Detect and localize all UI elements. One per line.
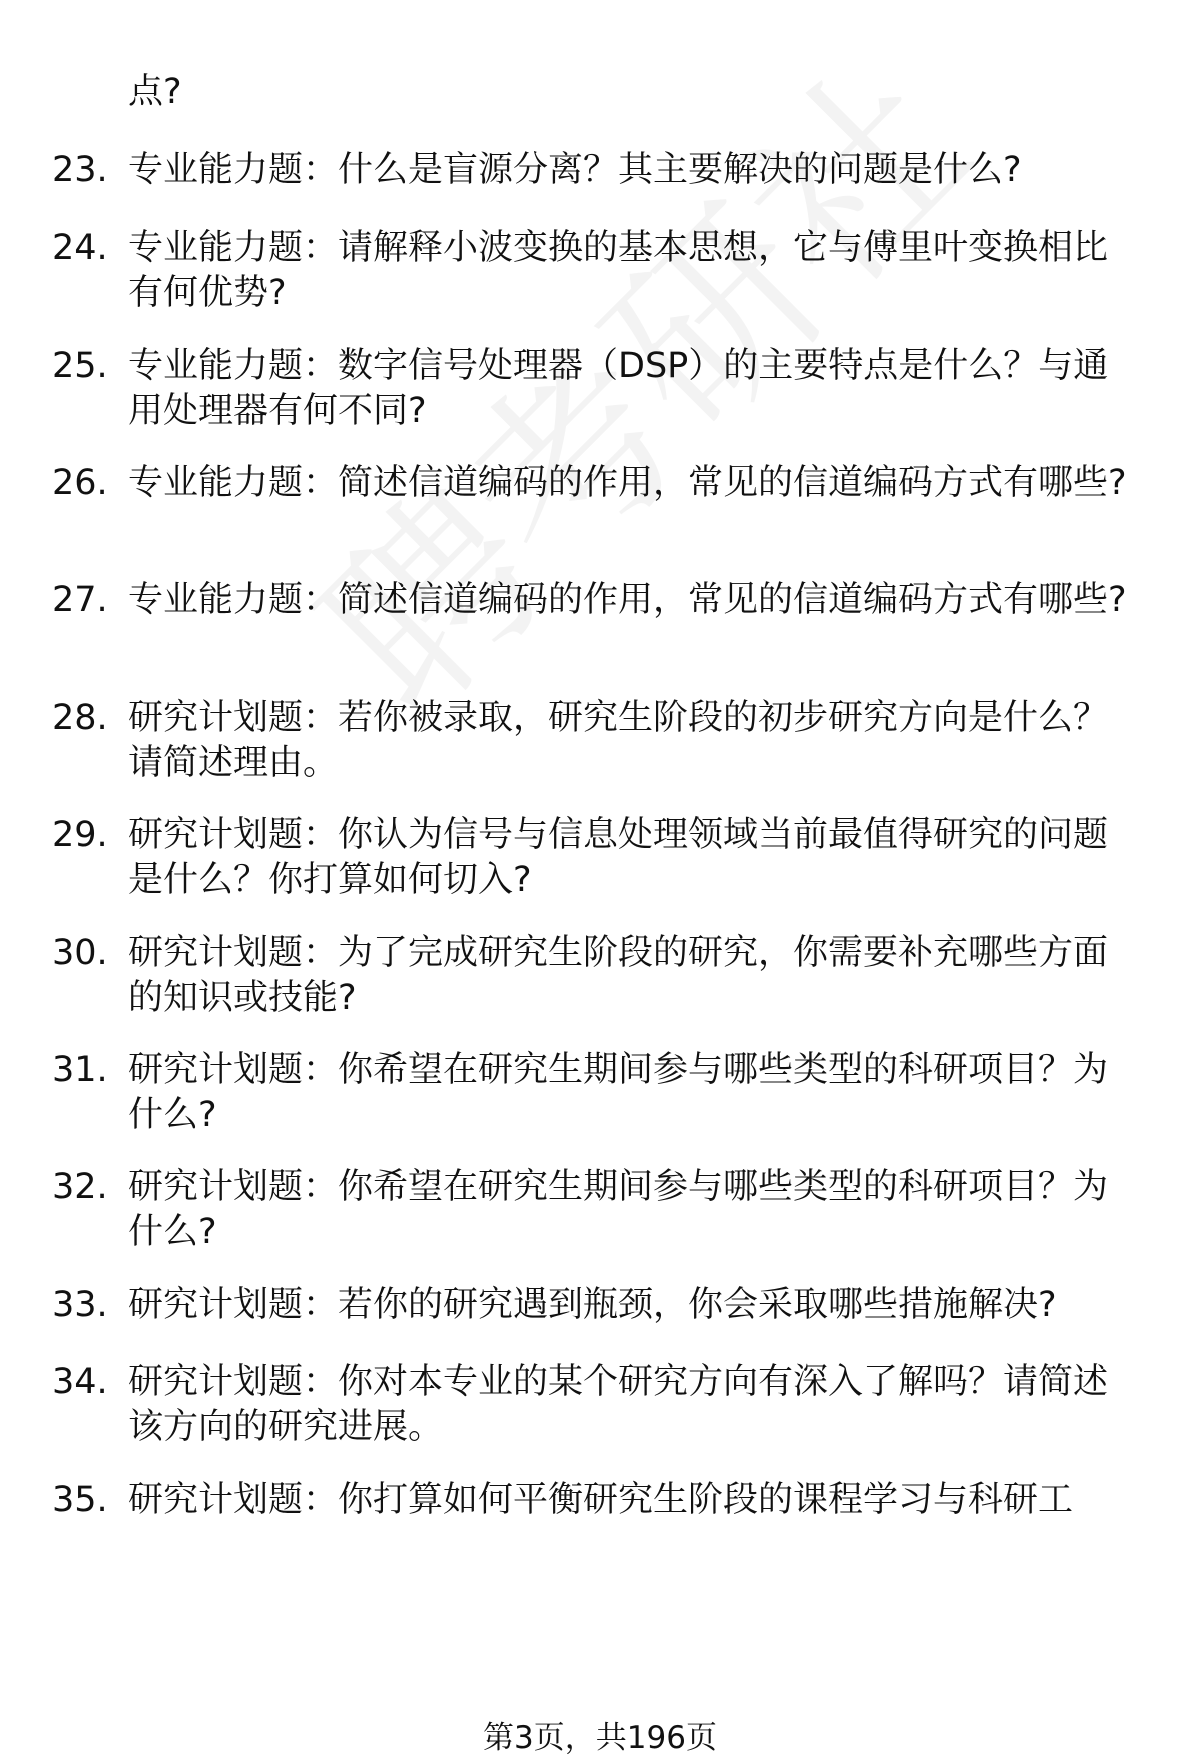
- item-number: 29.: [52, 815, 108, 855]
- item-text: 研究计划题：你希望在研究生期间参与哪些类型的科研项目？为什么?: [128, 1050, 1109, 1135]
- item-text: 专业能力题：简述信道编码的作用，常见的信道编码方式有哪些?: [128, 580, 1127, 620]
- item-number: 35.: [52, 1480, 108, 1520]
- item-number: 31.: [52, 1050, 108, 1090]
- item-text: 研究计划题：若你被录取，研究生阶段的初步研究方向是什么？请简述理由。: [128, 698, 1109, 783]
- item-number: 34.: [52, 1362, 108, 1402]
- item-text: 研究计划题：你希望在研究生期间参与哪些类型的科研项目？为什么?: [128, 1167, 1109, 1252]
- item-text: 研究计划题：若你的研究遇到瓶颈，你会采取哪些措施解决?: [128, 1285, 1057, 1325]
- item-number: 32.: [52, 1167, 108, 1207]
- item-number: 26.: [52, 463, 108, 503]
- item-text: 专业能力题：数字信号处理器（DSP）的主要特点是什么？与通用处理器有何不同?: [128, 346, 1109, 431]
- item-number: 33.: [52, 1285, 108, 1325]
- item-text: 研究计划题：你打算如何平衡研究生阶段的课程学习与科研工: [128, 1480, 1074, 1520]
- item-number: 30.: [52, 933, 108, 973]
- item-number: 25.: [52, 346, 108, 386]
- item-number: 23.: [52, 150, 108, 190]
- item-number: 27.: [52, 580, 108, 620]
- item-number: 24.: [52, 228, 108, 268]
- item-text: 研究计划题：你对本专业的某个研究方向有深入了解吗？请简述该方向的研究进展。: [128, 1362, 1109, 1447]
- item-text: 研究计划题：为了完成研究生阶段的研究，你需要补充哪些方面的知识或技能?: [128, 933, 1109, 1018]
- item-text: 专业能力题：什么是盲源分离？其主要解决的问题是什么?: [128, 150, 1022, 190]
- item-text: 研究计划题：你认为信号与信息处理领域当前最值得研究的问题是什么？你打算如何切入?: [128, 815, 1109, 900]
- item-number: 28.: [52, 698, 108, 738]
- page-footer: 第3页，共196页: [483, 1720, 717, 1756]
- continuation-text: 点?: [128, 72, 182, 112]
- item-text: 专业能力题：简述信道编码的作用，常见的信道编码方式有哪些?: [128, 463, 1127, 503]
- item-text: 专业能力题：请解释小波变换的基本思想，它与傅里叶变换相比有何优势?: [128, 228, 1109, 313]
